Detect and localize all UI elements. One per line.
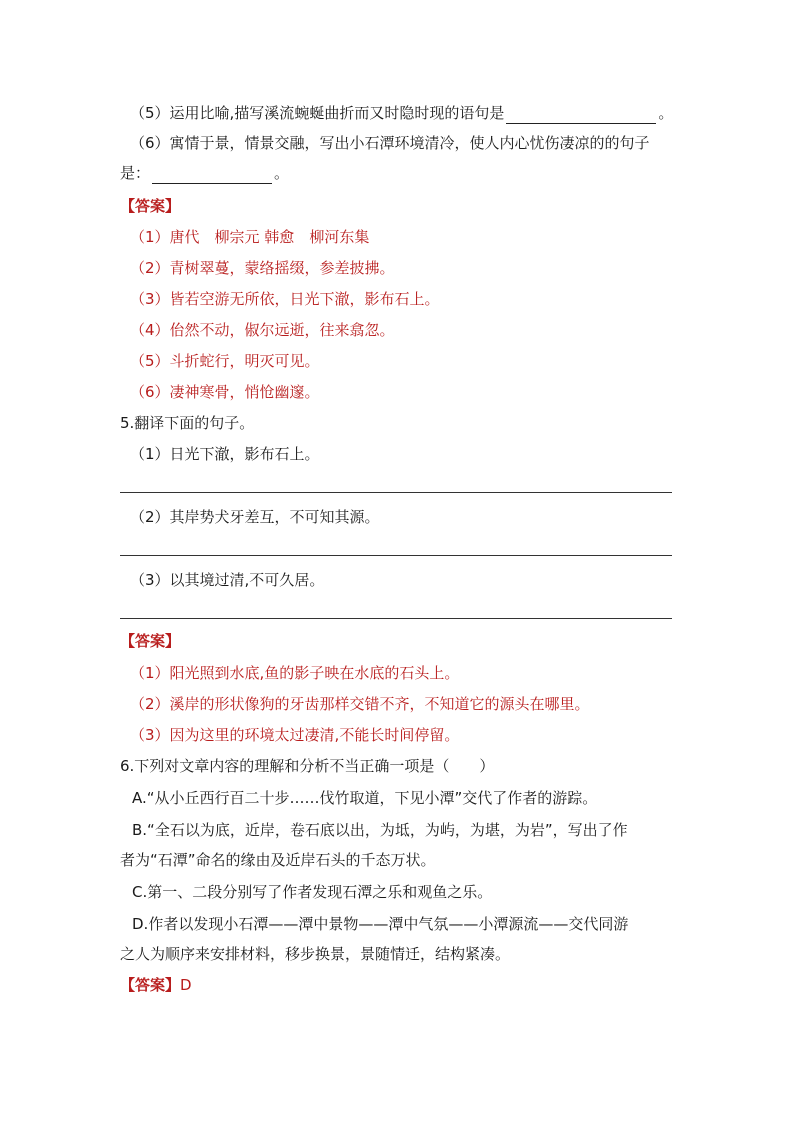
q6-answer	[120, 974, 680, 996]
q4-item5-text: （5）运用比喻,描写溪流蜿蜒曲折而又时隐时现的语句是	[130, 104, 505, 122]
q5-title: 5.翻译下面的句子。	[120, 414, 255, 432]
q6-option-c: C.第一、二段分别写了作者发现石潭之乐和观鱼之乐。	[132, 883, 493, 901]
q6-option-d: D.作者以发现小石潭——潭中景物——潭中气氛——小潭源流——交代同游	[132, 915, 629, 933]
q5-item-3: （3）以其境过清,不可久居。	[130, 571, 325, 589]
answer-line[interactable]	[120, 492, 672, 493]
q5-answer-3: （3）因为这里的环境太过凄清,不能长时间停留。	[130, 726, 460, 744]
answer-label: 【答案】	[120, 197, 181, 215]
answer-label: 【答案】	[120, 976, 181, 994]
answer-line[interactable]	[120, 618, 672, 619]
q6-option-b-cont: 者为“石潭”命名的缘由及近岸石头的千态万状。	[120, 851, 436, 869]
q6-option-b: B.“全石以为底，近岸，卷石底以出，为坻，为屿，为堪，为岩”，写出了作	[132, 821, 628, 839]
q5-item-2: （2）其岸势犬牙差互，不可知其源。	[130, 508, 380, 526]
answer-label: 【答案】	[120, 632, 181, 650]
q6-option-d-cont: 之人为顺序来安排材料，移步换景，景随情迁，结构紧凑。	[120, 945, 511, 963]
answer-blank[interactable]	[506, 107, 656, 124]
q6-answer-value: D	[180, 976, 192, 994]
q5-answer-2: （2）溪岸的形状像狗的牙齿那样交错不齐，不知道它的源头在哪里。	[130, 695, 590, 713]
q4-answer-2: （2）青树翠蔓，蒙络摇缀，参差披拂。	[130, 259, 395, 277]
q4-answer-6: （6）凄神寒骨，悄怆幽邃。	[130, 383, 320, 401]
answer-blank[interactable]	[152, 167, 272, 184]
q4-answer-3: （3）皆若空游无所依，日光下澈，影布石上。	[130, 290, 440, 308]
q4-item5: （5）运用比喻,描写溪流蜿蜒曲折而又时隐时现的语句是 。	[130, 104, 674, 122]
q4-answer-4: （4）佁然不动，俶尔远逝，往来翕忽。	[130, 321, 395, 339]
answer-line[interactable]	[120, 555, 672, 556]
q4-answer-5: （5）斗折蛇行，明灭可见。	[130, 352, 320, 370]
q4-item6-cont: 是： 。	[120, 164, 290, 182]
q6-title: 6.下列对文章内容的理解和分析不当正确一项是（ ）	[120, 757, 495, 775]
q4-item6: （6）寓情于景，情景交融，写出小石潭环境清冷，使人内心忧伤凄凉的的句子	[130, 134, 650, 152]
q6-option-a: A.“从小丘西行百二十步……伐竹取道，下见小潭”交代了作者的游踪。	[132, 789, 598, 807]
q4-answer-1: （1）唐代 柳宗元 韩愈 柳河东集	[130, 228, 370, 246]
q5-answer-1: （1）阳光照到水底,鱼的影子映在水底的石头上。	[130, 664, 460, 682]
q5-item-1: （1）日光下澈，影布石上。	[130, 445, 320, 463]
